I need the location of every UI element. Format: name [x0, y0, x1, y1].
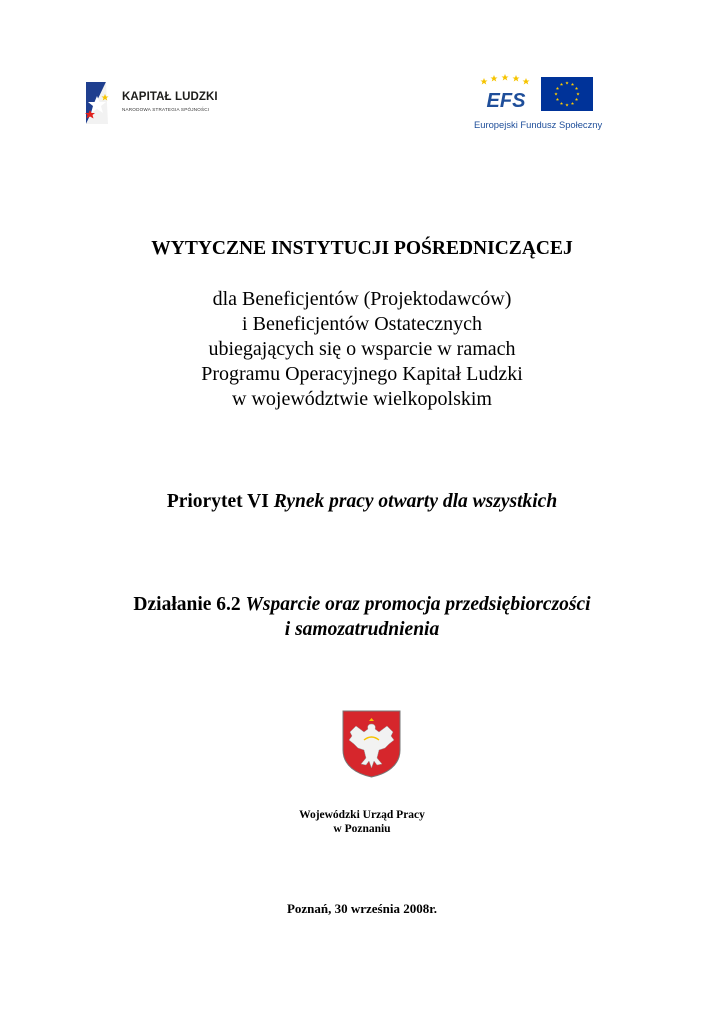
action-name-line1: Wsparcie oraz promocja przedsiębiorczości — [245, 594, 591, 615]
eu-flag-icon — [541, 77, 593, 111]
priority-name: Rynek pracy otwarty dla wszystkich — [273, 491, 558, 512]
action-heading — [0, 592, 724, 642]
document-subtitle — [0, 287, 724, 412]
place-date: Poznań, 30 września 2008r. — [286, 901, 438, 916]
subtitle-line: ubiegających się o wsparcie w ramach — [208, 338, 516, 360]
office-name — [0, 808, 724, 836]
action-name-line2: i samozatrudnienia — [284, 619, 440, 640]
kapital-ludzki-subtitle: NARODOWA STRATEGIA SPÓJNOŚCI — [122, 107, 210, 112]
kapital-ludzki-name: KAPITAŁ LUDZKI — [122, 91, 218, 103]
subtitle-line: Programu Operacyjnego Kapitał Ludzki — [201, 363, 523, 385]
kapital-ludzki-star-icon — [84, 82, 120, 124]
efs-stars-icon — [476, 74, 536, 112]
office-line: Wojewódzki Urząd Pracy — [299, 809, 425, 821]
priority-prefix: Priorytet VI — [166, 491, 269, 512]
wielkopolska-eagle-crest-icon — [342, 710, 401, 778]
kapital-ludzki-logo — [84, 82, 244, 124]
subtitle-line: dla Beneficjentów (Projektodawców) — [212, 288, 512, 310]
priority-heading — [0, 491, 724, 513]
efs-caption: Europejski Fundusz Społeczny — [474, 119, 603, 130]
efs-logo — [474, 74, 603, 136]
subtitle-line: i Beneficjentów Ostatecznych — [242, 313, 482, 335]
office-line: w Poznaniu — [333, 823, 391, 835]
action-prefix: Działanie 6.2 — [133, 594, 241, 615]
subtitle-line: w województwie wielkopolskim — [232, 388, 492, 410]
efs-mark-text: EFS — [486, 90, 526, 112]
document-title: WYTYCZNE INSTYTUCJI POŚREDNICZĄCEJ — [151, 238, 573, 259]
